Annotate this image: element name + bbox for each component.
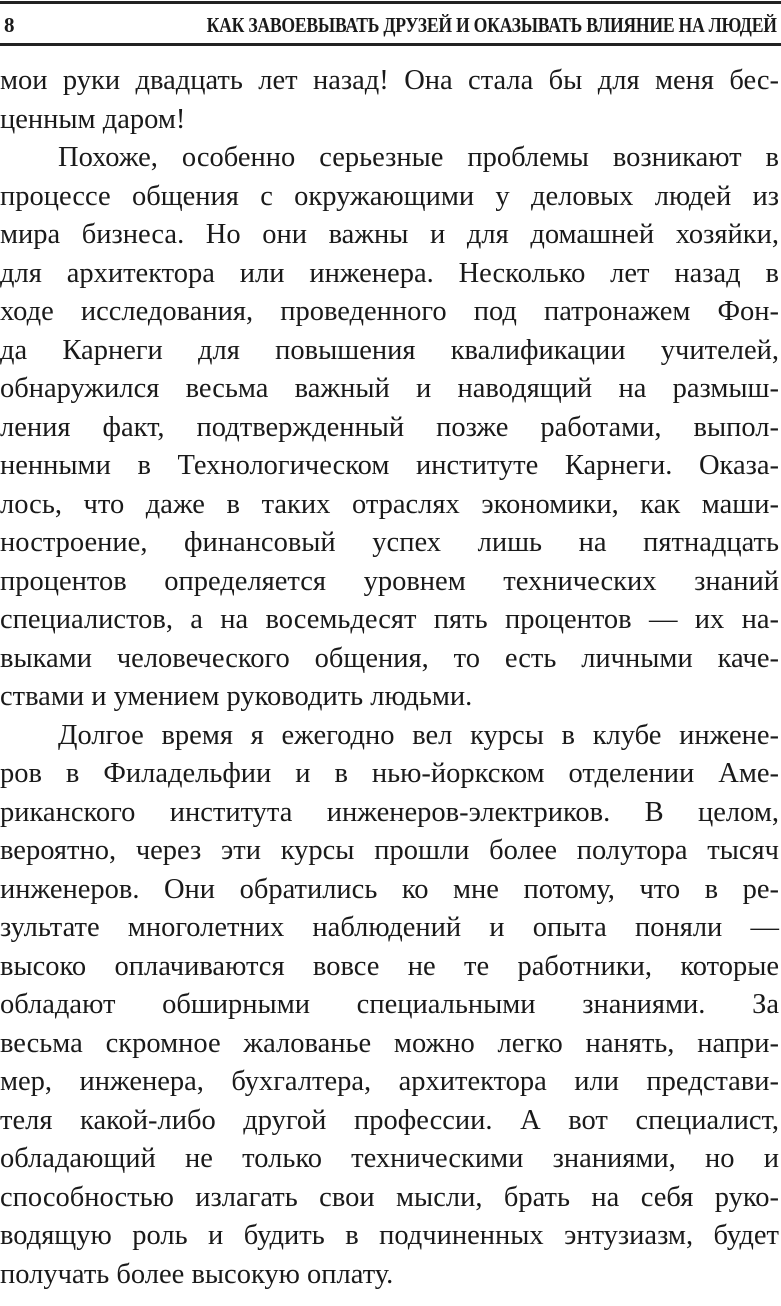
text-line: процессе общения с окружающими у деловых людей из	[0, 180, 779, 212]
text-line: высоко оплачиваются вовсе не те работники, которые	[0, 950, 779, 982]
text-line: обладают обширными специальными знаниями. За	[0, 989, 779, 1020]
header-top-rule	[0, 1, 781, 4]
text-line: весьма скромное жалованье можно легко нанять, напри-	[0, 1027, 779, 1059]
text-line: теля какой-либо другой профессии. А вот специалист,	[0, 1104, 779, 1136]
text-line: способностью излагать свои мысли, брать на себя руко-	[0, 1181, 779, 1213]
text-line: инженеров. Они обратились ко мне потому, что в ре-	[0, 873, 779, 905]
text-line: ствами и умением руководить людьми.	[0, 681, 473, 712]
text-line: риканского института инженеров-электриков. В целом,	[0, 796, 779, 828]
text-line: Долгое время я ежегодно вел курсы в клубе инжене-	[58, 719, 779, 751]
header-bottom-rule	[0, 43, 781, 46]
text-line: процентов определяется уровнем технических знаний	[0, 565, 779, 597]
page-body-text	[0, 62, 779, 1294]
running-header	[0, 12, 781, 38]
text-line: зультате многолетних наблюдений и опыта поняли —	[0, 912, 779, 943]
text-line: для архитектора или инженера. Несколько лет назад в	[0, 257, 779, 289]
text-line: ценным даром!	[0, 103, 186, 135]
text-line: мои руки двадцать лет назад! Она стала бы для меня бес-	[0, 65, 779, 96]
text-line: обладающий не только техническими знаниями, но и	[0, 1143, 779, 1174]
text-line: мер, инженера, бухгалтера, архитектора или представи-	[0, 1066, 779, 1097]
running-title: КАК ЗАВОЕВЫВАТЬ ДРУЗЕЙ И ОКАЗЫВАТЬ ВЛИЯНИЕ НА ЛЮДЕЙ	[206, 13, 777, 37]
paragraph	[0, 62, 779, 139]
text-line: мира бизнеса. Но они важны и для домашней хозяйки,	[0, 219, 779, 250]
paragraph	[0, 139, 779, 717]
text-line: обнаружился весьма важный и наводящий на размыш-	[0, 373, 779, 404]
text-line: специалистов, а на восемьдесят пять процентов — их на-	[0, 604, 779, 635]
text-line: да Карнеги для повышения квалификации учителей,	[0, 334, 779, 366]
text-line: ров в Филадельфии и в нью-йоркском отделении Аме-	[0, 758, 779, 789]
text-line: получать более высокую оплату.	[0, 1258, 394, 1290]
page-number: 8	[4, 13, 15, 37]
text-line: выками человеческого общения, то есть личными каче-	[0, 642, 779, 674]
text-line: лось, что даже в таких отраслях экономики, как маши-	[0, 488, 779, 520]
paragraph	[0, 717, 779, 1295]
text-line: вероятно, через эти курсы прошли более полутора тысяч	[0, 835, 779, 866]
text-line: ления факт, подтвержденный позже работами, выпол-	[0, 411, 779, 443]
text-line: Похоже, особенно серьезные проблемы возникают в	[58, 142, 779, 173]
text-line: ностроение, финансовый успех лишь на пятнадцать	[0, 527, 779, 558]
text-line: водящую роль и будить в подчиненных энтузиазм, будет	[0, 1220, 779, 1251]
text-line: ходе исследования, проведенного под патронажем Фон-	[0, 296, 779, 327]
text-line: ненными в Технологическом институте Карнеги. Оказа-	[0, 450, 779, 481]
